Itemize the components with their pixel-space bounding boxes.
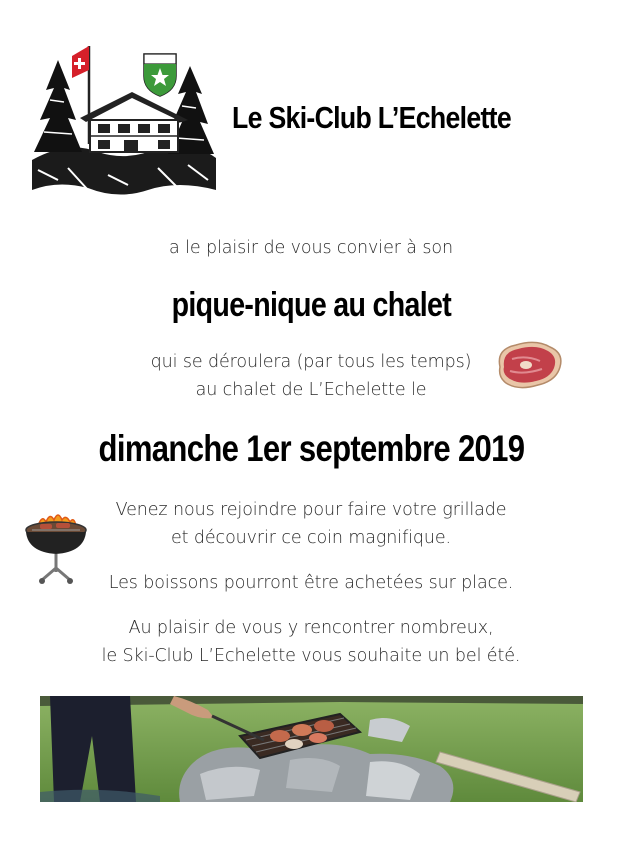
event-title	[0, 286, 622, 325]
closing-line-2: le Ski-Club L’Echelette vous souhaite un bel été.	[101, 646, 521, 666]
intro-text: a le plaisir de vous convier à son	[168, 238, 453, 258]
para1-line-2: et découvrir ce coin magnifique.	[170, 528, 452, 548]
barbecue-photo	[40, 696, 583, 802]
club-title: Le Ski-Club L’Echelette	[232, 100, 511, 135]
para1-line-1: Venez nous rejoindre pour faire votre grillade	[115, 500, 507, 520]
steak-icon	[490, 337, 568, 393]
details-line-1: qui se déroulera (par tous les temps)	[150, 352, 472, 372]
event-date	[0, 428, 622, 470]
chalet-logo-icon	[28, 40, 220, 200]
closing-line-1: Au plaisir de vous y rencontrer nombreux,	[128, 618, 494, 638]
event-date-text: dimanche 1er septembre 2019	[98, 428, 524, 469]
event-title-text: pique-nique au chalet	[171, 286, 451, 324]
drinks-text: Les boissons pourront être achetées sur place.	[108, 573, 514, 593]
details-line-2: au chalet de L’Echelette le	[195, 380, 427, 400]
